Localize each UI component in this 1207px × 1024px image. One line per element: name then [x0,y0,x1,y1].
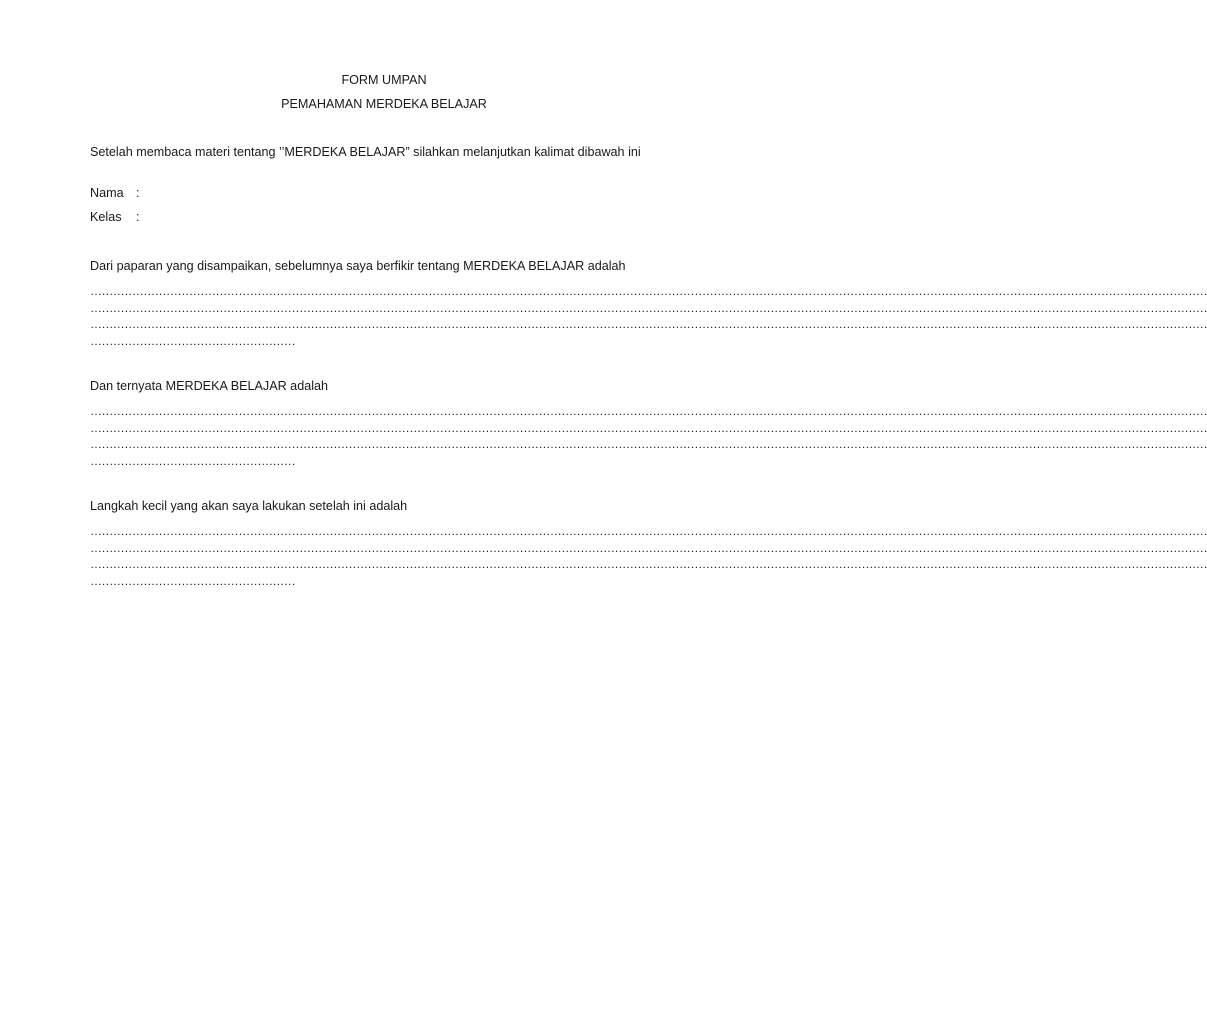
name-label: Nama [90,186,124,200]
answer-line: …………………………………………………………………………………………………………………………………………………………………………………………………………………………………………………………………… [90,437,1207,451]
class-field [90,209,140,225]
answer-line-short: ……………………………………………… [90,333,296,348]
answer-line: …………………………………………………………………………………………………………………………………………………………………………………………………………………………………………………………………… [90,540,1207,555]
question-3: Langkah kecil yang akan saya lakukan setelah ini adalah [90,499,408,513]
class-label: Kelas [90,210,122,224]
answer-line: …………………………………………………………………………………………………………………………………………………………………………………………………………………………………………………………………… [90,300,1207,315]
name-field [90,185,140,201]
answer-lines-3 [90,523,1207,589]
answer-line: …………………………………………………………………………………………………………………………………………………………………………………………………………………………………………………………………… [90,284,1207,298]
answer-line: …………………………………………………………………………………………………………………………………………………………………………………………………………………………………………………………………… [90,404,1207,418]
form-title: FORM UMPAN [341,73,427,87]
answer-line: …………………………………………………………………………………………………………………………………………………………………………………………………………………………………………………………………… [90,420,1207,435]
answer-lines-1 [90,283,1207,349]
answer-line-short: ……………………………………………… [90,453,296,468]
answer-line: …………………………………………………………………………………………………………………………………………………………………………………………………………………………………………………………………… [90,317,1207,331]
answer-line-short: ……………………………………………… [90,573,296,588]
name-separator: : [136,186,140,200]
answer-line: …………………………………………………………………………………………………………………………………………………………………………………………………………………………………………………………………… [90,524,1207,538]
answer-line: …………………………………………………………………………………………………………………………………………………………………………………………………………………………………………………………………… [90,557,1207,571]
answer-lines-2 [90,403,1207,469]
form-subtitle: PEMAHAMAN MERDEKA BELAJAR [281,97,487,111]
question-1: Dari paparan yang disampaikan, sebelumnya saya berfikir tentang MERDEKA BELAJAR adalah [90,259,626,273]
intro-text: Setelah membaca materi tentang ’’MERDEKA BELAJAR” silahkan melanjutkan kalimat dibawah ini [90,145,641,159]
question-2: Dan ternyata MERDEKA BELAJAR adalah [90,379,329,393]
class-separator: : [136,210,140,224]
